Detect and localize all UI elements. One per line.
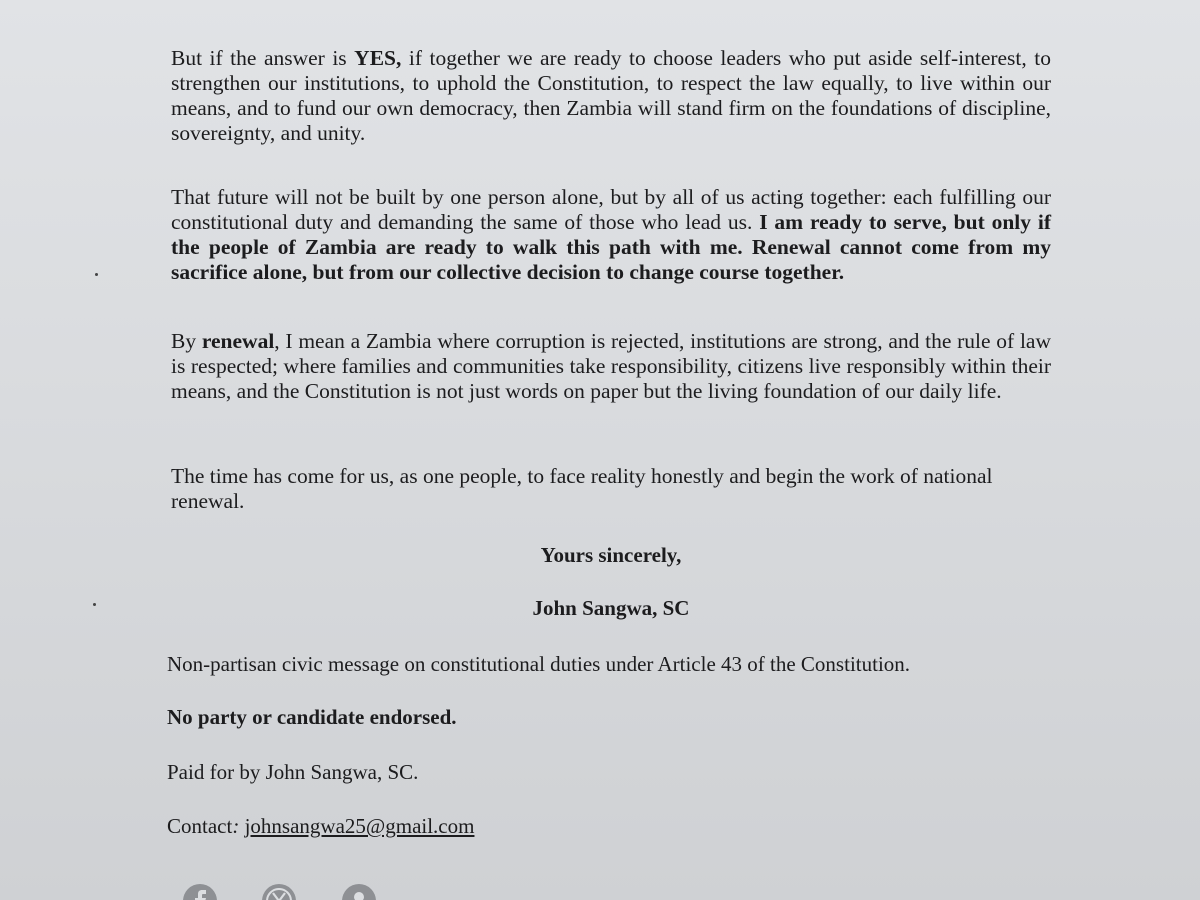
paragraph-renewal: By renewal, I mean a Zambia where corruption is rejected, institutions are strong, and the rule of law is respected; where families and communities take responsibility, citizens live responsibly within their means, and the Constitution is not just words on paper but the living foundation of our daily life. [171, 329, 1051, 403]
disclaimer-line: Non-partisan civic message on constitutional duties under Article 43 of the Constitution. [167, 652, 911, 676]
contact-colon: : [232, 814, 240, 838]
letter-body-3 [171, 329, 1051, 404]
paragraph-future: That future will not be built by one person alone, but by all of us acting together: each fulfilling our constitutional duty and demanding the same of those who lead us. I am ready to serve, but only if the people of Zambia are ready to walk this path with me. Renewal cannot come from my sacrifice alone, but from our collective decision to change course together. [171, 185, 1051, 284]
contact-line [167, 814, 474, 839]
letter-body-4 [171, 464, 1051, 514]
contact-label: Contact [167, 814, 233, 838]
closing-salutation: Yours sincerely, [540, 543, 682, 567]
letter-body [171, 46, 1051, 146]
signature-name: John Sangwa, SC [532, 596, 690, 620]
facebook-icon[interactable] [183, 884, 217, 900]
x-icon[interactable] [262, 884, 296, 900]
paper-speck [95, 273, 98, 276]
no-endorsement-line: No party or candidate endorsed. [167, 705, 457, 729]
letter-body-2 [171, 185, 1051, 285]
user-icon[interactable] [342, 884, 376, 900]
paid-for-line: Paid for by John Sangwa, SC. [167, 760, 419, 784]
paragraph-time-has-come: The time has come for us, as one people, to face reality honestly and begin the work of national renewal. [171, 464, 993, 513]
contact-email-link[interactable]: johnsangwa25@gmail.com [244, 814, 475, 838]
paragraph-answer-yes: But if the answer is YES, if together we are ready to choose leaders who put aside self-interest, to strengthen our institutions, to uphold the Constitution, to respect the law equally, to live within our means, and to fund our own democracy, then Zambia will stand firm on the foundations of discipline, sovereignty, and unity. [171, 46, 1051, 145]
paper-speck [93, 603, 96, 606]
